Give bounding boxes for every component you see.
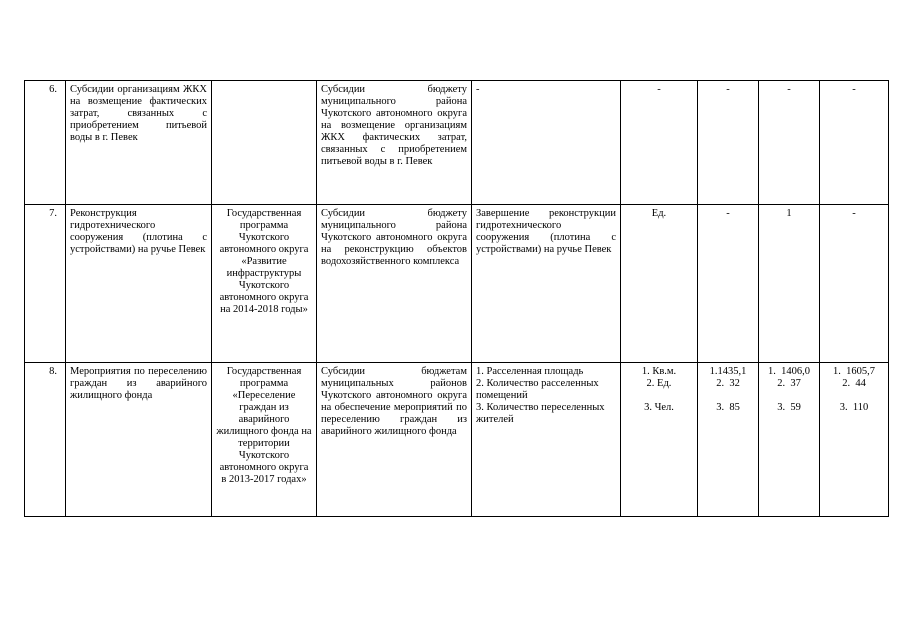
mechanism-text: Субсидии бюджетам муниципальных районов Чукотского автономного округа на обеспечение мероприятий по переселению граждан из аварийного жилищного фонда	[317, 363, 472, 517]
value-line	[702, 390, 754, 402]
unit-cell: Ед.	[621, 205, 698, 363]
indicator-text: -	[472, 81, 621, 205]
value-2018: -	[820, 205, 889, 363]
event-name: Мероприятия по переселению граждан из аварийного жилищного фонда	[66, 363, 212, 517]
event-name: Субсидии организациям ЖКХ на возмещение фактических затрат, связанных с приобретением питьевой воды в г. Певек	[66, 81, 212, 205]
mechanism-text: Субсидии бюджету муниципального района Чукотского автономного округа на возмещение организациям ЖКХ фактических затрат, связанных с приобретением питьевой воды в г. Певек	[317, 81, 472, 205]
indicator-line: 3. Количество переселенных жителей	[476, 402, 605, 425]
value-line: 1.1435,1	[709, 366, 747, 377]
row-number: 8.	[25, 363, 66, 517]
unit-cell: -	[621, 81, 698, 205]
value-line: 2. 37	[777, 378, 801, 389]
unit-line: 1. Кв.м.	[641, 366, 677, 377]
value-2016: -	[698, 81, 759, 205]
row-number: 6.	[25, 81, 66, 205]
value-2018-list	[820, 363, 889, 517]
value-2016: -	[698, 205, 759, 363]
unit-line: 2. Ед.	[646, 378, 672, 389]
value-line: 1. 1605,7	[833, 366, 875, 377]
value-2016-list	[698, 363, 759, 517]
indicator-line: 2. Количество расселенных помещений	[476, 378, 599, 401]
row-number: 7.	[25, 205, 66, 363]
event-name: Реконструкция гидротехнического сооружения (плотина с устройствами) на ручье Певек	[66, 205, 212, 363]
unit-list	[621, 363, 698, 517]
unit-line: 3. Чел.	[644, 402, 674, 413]
value-line: 1. 1406,0	[768, 366, 810, 377]
value-2017: 1	[759, 205, 820, 363]
value-line: 2. 32	[716, 378, 740, 389]
indicator-line: 1. Расселенная площадь	[476, 366, 584, 377]
program-name: Государственная программа «Переселение граждан из аварийного жилищного фонда на территории Чукотского автономного округа в 2013-2017 годах»	[212, 363, 317, 517]
value-line	[824, 390, 884, 402]
program-name: Государственная программа Чукотского автономного округа «Развитие инфраструктуры Чукотского автономного округа на 2014-2018 годы»	[212, 205, 317, 363]
value-2017: -	[759, 81, 820, 205]
value-2017-list	[759, 363, 820, 517]
indicator-text: Завершение реконструкции гидротехнического сооружения (плотина с устройствами) на ручье Певек	[472, 205, 621, 363]
value-line	[763, 390, 815, 402]
value-2018: -	[820, 81, 889, 205]
measures-table	[24, 80, 889, 517]
table-row-7	[25, 205, 889, 363]
program-name	[212, 81, 317, 205]
unit-line	[625, 390, 693, 402]
value-line: 3. 110	[839, 402, 869, 413]
mechanism-text: Субсидии бюджету муниципального района Чукотского автономного округа на реконструкцию объектов водохозяйственного комплекса	[317, 205, 472, 363]
table-row-8	[25, 363, 889, 517]
value-line: 3. 85	[716, 402, 740, 413]
value-line: 2. 44	[842, 378, 866, 389]
value-line: 3. 59	[777, 402, 801, 413]
indicator-list	[472, 363, 621, 517]
table-row-6	[25, 81, 889, 205]
